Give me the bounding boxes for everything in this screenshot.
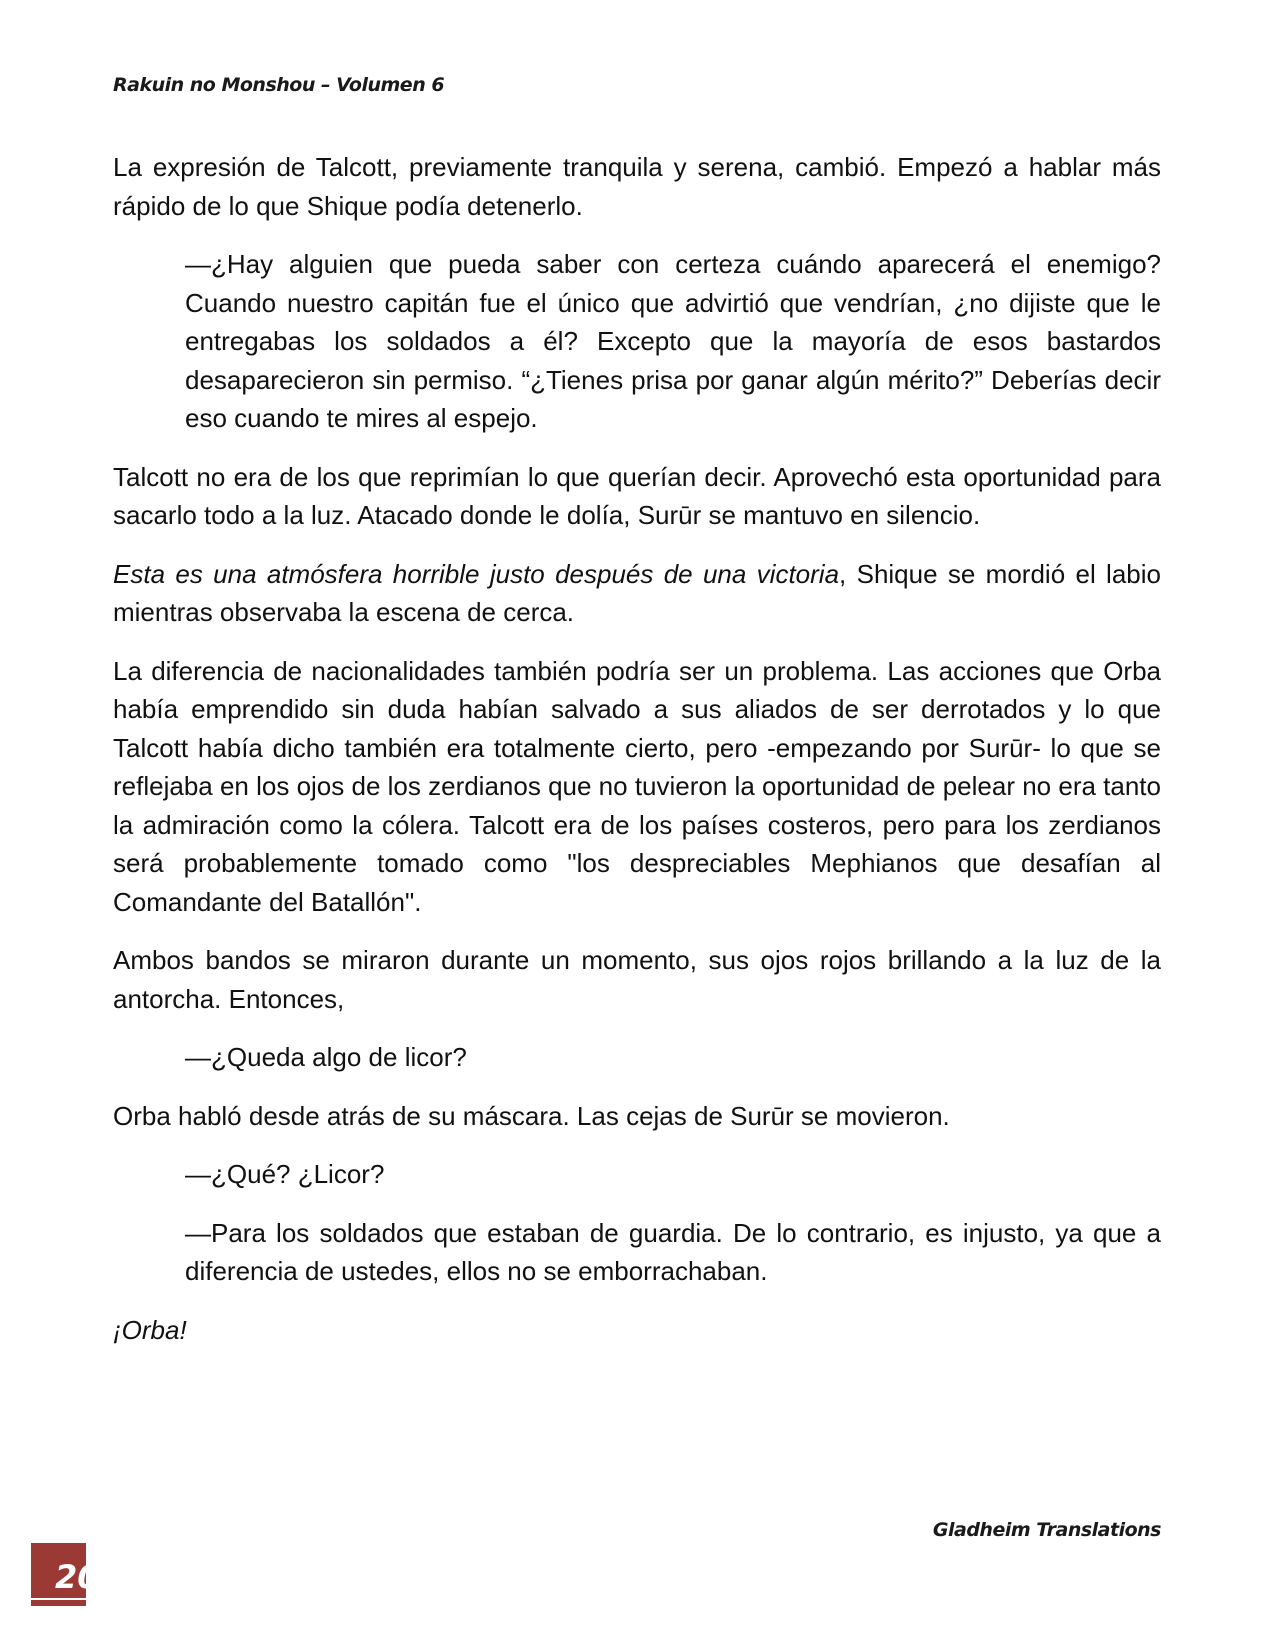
paragraph-dialogue: —¿Qué? ¿Licor? xyxy=(185,1159,385,1189)
page-number-underline xyxy=(31,1598,86,1600)
paragraph-italic: ¡Orba! xyxy=(113,1314,187,1345)
paragraph-narration: Talcott no era de los que reprimían lo que querían decir. Aprovechó esta oportunidad para sacarlo todo a la luz. Atacado donde le dolía, Surūr se mantuvo en silencio. xyxy=(113,461,1161,530)
paragraph-dialogue: —Para los soldados que estaban de guardia. De lo contrario, es injusto, ya que a diferencia de ustedes, ellos no se emborrachaban. xyxy=(185,1217,1161,1286)
paragraph-narration: La expresión de Talcott, previamente tranquila y serena, cambió. Empezó a hablar más rápido de lo que Shique podía detenerlo. xyxy=(113,152,1161,221)
paragraph-narration: Ambos bandos se miraron durante un momento, sus ojos rojos brillando a la luz de la antorcha. Entonces, xyxy=(113,945,1161,1014)
page-number: 20 xyxy=(55,1558,100,1596)
running-header: Rakuin no Monshou – Volumen 6 xyxy=(113,74,445,96)
paragraph-dialogue: —¿Hay alguien que pueda saber con certeza cuándo aparecerá el enemigo? Cuando nuestro capitán fue el único que advirtió que vendrían, ¿no dijiste que le entregabas los soldados a él? Excepto que la mayoría de esos bastardos desaparecieron sin permiso. “¿Tienes prisa por ganar algún mérito?” Deberías decir eso cuando te mires al espejo. xyxy=(185,249,1161,433)
paragraph-mixed xyxy=(113,555,1161,632)
paragraph-rest: , Shique se mordió el labio mientras observaba la escena de cerca. xyxy=(113,558,1161,627)
page-body xyxy=(113,148,1161,1369)
page-number-block xyxy=(31,1543,100,1606)
italic-thought: Esta es una atmósfera horrible justo después de una victoria xyxy=(113,558,840,589)
paragraph-narration: Orba habló desde atrás de su máscara. Las cejas de Surūr se movieron. xyxy=(113,1100,950,1131)
paragraph-dialogue: —¿Queda algo de licor? xyxy=(185,1042,467,1072)
footer-credit: Gladheim Translations xyxy=(932,1519,1161,1541)
paragraph-narration: La diferencia de nacionalidades también podría ser un problema. Las acciones que Orba había emprendido sin duda habían salvado a sus aliados de ser derrotados y lo que Talcott había dicho también era totalmente cierto, pero -empezando por Surūr- lo que se reflejaba en los ojos de los zerdianos que no tuvieron la oportunidad de pelear no era tanto la admiración como la cólera. Talcott era de los países costeros, pero para los zerdianos será probablemente tomado como "los despreciables Mephianos que desafían al Comandante del Batallón". xyxy=(113,655,1161,917)
